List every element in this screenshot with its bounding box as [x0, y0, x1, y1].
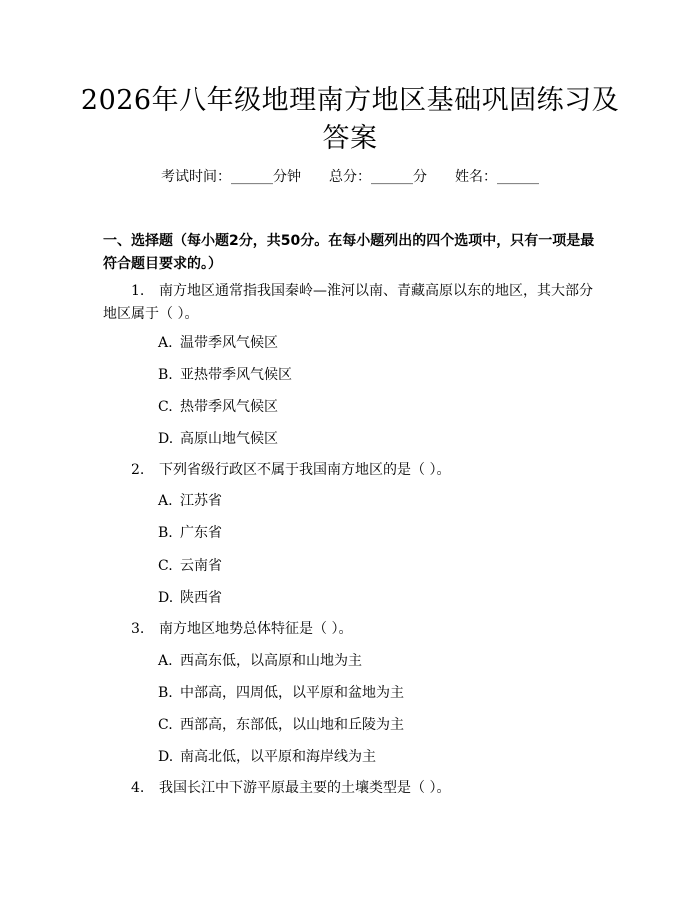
option-3a	[158, 651, 362, 671]
document-title	[60, 82, 640, 158]
option-2c	[158, 556, 222, 576]
exam-time-field: 考试时间：______分钟	[161, 169, 301, 185]
option-text: 陕西省	[180, 590, 222, 606]
option-letter: D.	[158, 431, 174, 447]
option-text: 西部高，东部低，以山地和丘陵为主	[180, 717, 404, 733]
option-text: 江苏省	[180, 493, 222, 509]
question-number: 1.	[131, 283, 145, 299]
option-3d	[158, 747, 376, 767]
question-number: 2.	[131, 462, 145, 478]
option-text: 亚热带季风气候区	[180, 367, 292, 383]
option-letter: B.	[158, 525, 173, 541]
student-name-field: 姓名：______	[455, 169, 539, 185]
question-3	[103, 618, 603, 641]
option-2a	[158, 491, 222, 511]
question-text: 我国长江中下游平原最主要的土壤类型是（ ）。	[159, 780, 451, 796]
option-text: 南高北低，以平原和海岸线为主	[180, 749, 376, 765]
option-letter: A.	[158, 493, 173, 509]
option-letter: A.	[158, 335, 173, 351]
option-text: 广东省	[180, 525, 222, 541]
option-3b	[158, 683, 404, 703]
option-2b	[158, 523, 222, 543]
total-score-field: 总分：______分	[329, 169, 427, 185]
option-text: 云南省	[180, 558, 222, 574]
option-letter: D.	[158, 590, 174, 606]
question-1	[103, 280, 603, 326]
option-letter: C.	[158, 717, 173, 733]
option-text: 中部高，四周低，以平原和盆地为主	[180, 685, 404, 701]
option-2d	[158, 588, 222, 608]
option-letter: D.	[158, 749, 174, 765]
question-text: 下列省级行政区不属于我国南方地区的是（ ）。	[159, 462, 451, 478]
question-text: 南方地区地势总体特征是（ ）。	[159, 621, 353, 637]
option-text: 高原山地气候区	[180, 431, 278, 447]
option-text: 西高东低，以高原和山地为主	[180, 653, 362, 669]
option-letter: B.	[158, 685, 173, 701]
option-letter: C.	[158, 399, 173, 415]
section-heading: 一、选择题（每小题2分，共50分。在每小题列出的四个选项中，只有一项是最符合题目要求的。）	[103, 233, 595, 272]
question-text: 南方地区通常指我国秦岭—淮河以南、青藏高原以东的地区，其大部分地区属于（ ）。	[103, 283, 593, 322]
option-1a	[158, 333, 278, 353]
option-1c	[158, 397, 278, 417]
option-1d	[158, 429, 278, 449]
option-text: 热带季风气候区	[180, 399, 278, 415]
option-3c	[158, 715, 404, 735]
question-number: 3.	[131, 621, 145, 637]
question-4	[103, 777, 603, 800]
title-line-2: 答案	[322, 123, 378, 154]
option-letter: B.	[158, 367, 173, 383]
option-letter: C.	[158, 558, 173, 574]
option-text: 温带季风气候区	[180, 335, 278, 351]
option-letter: A.	[158, 653, 173, 669]
question-number: 4.	[131, 780, 145, 796]
question-2	[103, 459, 603, 482]
option-1b	[158, 365, 292, 385]
exam-meta-line	[0, 168, 700, 186]
title-line-1: 2026年八年级地理南方地区基础巩固练习及	[80, 85, 620, 116]
